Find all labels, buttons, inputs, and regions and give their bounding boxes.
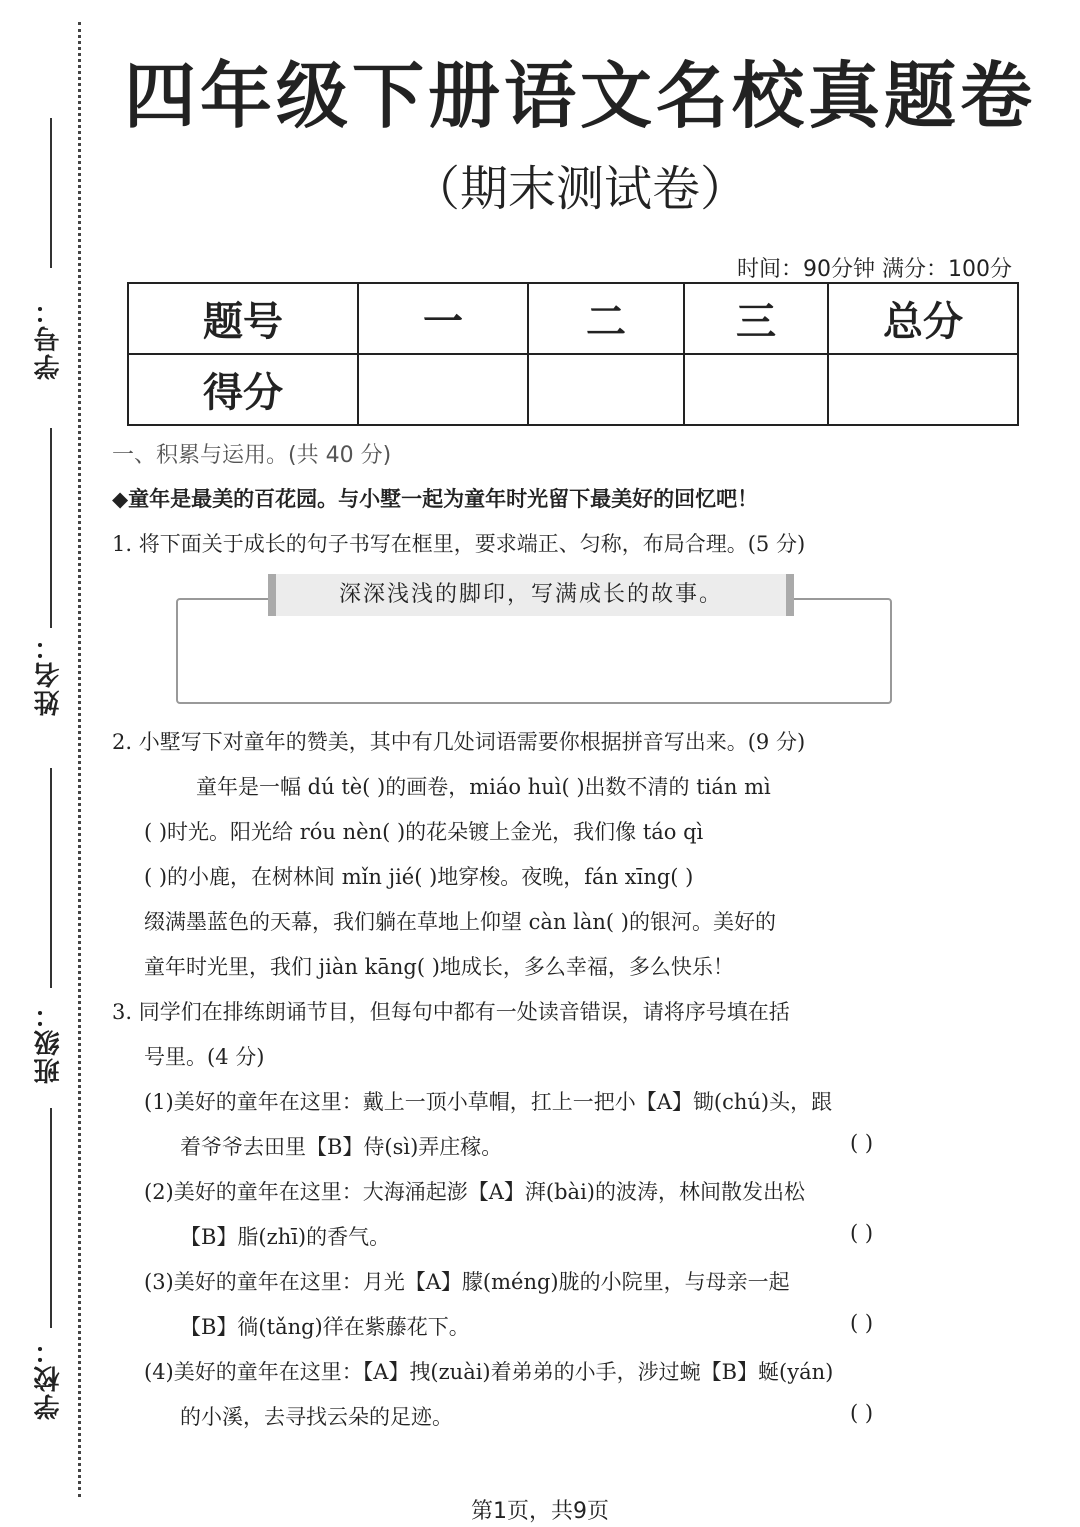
score-cell: 三 — [684, 283, 828, 354]
class-label: 班级： — [34, 1000, 64, 1084]
answer-blank[interactable]: ( ) — [850, 1401, 874, 1425]
answer-blank[interactable]: ( ) — [850, 1131, 874, 1155]
score-input-cell[interactable] — [684, 354, 828, 425]
score-cell: 二 — [528, 283, 684, 354]
class-blank — [50, 768, 52, 988]
score-cell: 得分 — [128, 354, 358, 425]
pinyin-line[interactable]: 童年时光里，我们 jiàn kāng( )地成长，多么幸福，多么快乐！ — [144, 955, 734, 979]
score-input-cell[interactable] — [528, 354, 684, 425]
question-1: 1. 将下面关于成长的句子书写在框里，要求端正、匀称，布局合理。(5 分) — [112, 532, 806, 556]
section-intro: ◆童年是最美的百花园。与小墅一起为童年时光留下最美好的回忆吧！ — [112, 486, 759, 511]
page-title: 四年级下册语文名校真题卷 — [123, 54, 1036, 138]
pinyin-line[interactable]: 缀满墨蓝色的天幕，我们躺在草地上仰望 càn làn( )的银河。美好的 — [144, 910, 776, 934]
score-table — [127, 282, 1019, 426]
score-cell: 一 — [358, 283, 528, 354]
exam-meta: 时间：90分钟 满分：100分 — [737, 257, 1012, 282]
page-subtitle: （期末测试卷） — [411, 161, 748, 217]
answer-blank[interactable]: ( ) — [850, 1221, 874, 1245]
q3-item-line: 着爷爷去田里【B】侍(sì)弄庄稼。 — [180, 1135, 503, 1159]
pinyin-line[interactable]: ( )时光。阳光给 róu nèn( )的花朵镀上金光，我们像 táo qì — [144, 820, 704, 844]
section-heading: 一、积累与运用。(共 40 分) — [112, 443, 392, 468]
answer-blank[interactable]: ( ) — [850, 1311, 874, 1335]
score-input-cell[interactable] — [358, 354, 528, 425]
school-blank — [50, 1108, 52, 1328]
question-3-cont: 号里。(4 分) — [144, 1045, 265, 1069]
question-2: 2. 小墅写下对童年的赞美，其中有几处词语需要你根据拼音写出来。(9 分) — [112, 730, 806, 754]
q3-item-line: (3)美好的童年在这里：月光【A】朦(méng)胧的小院里，与母亲一起 — [144, 1270, 790, 1294]
q3-item-line: (4)美好的童年在这里：【A】拽(zuài)着弟弟的小手，涉过蜿【B】蜒(yán) — [144, 1360, 834, 1384]
score-table-header-row — [128, 283, 1018, 354]
pinyin-line[interactable]: 童年是一幅 dú tè( )的画卷，miáo huì( )出数不清的 tián mì — [196, 775, 771, 799]
q3-item-line: (1)美好的童年在这里：戴上一顶小草帽，扛上一把小【A】锄(chú)头，跟 — [144, 1090, 833, 1114]
score-cell: 题号 — [128, 283, 358, 354]
name-blank — [50, 428, 52, 628]
score-table-score-row — [128, 354, 1018, 425]
student-id-label: 学号： — [34, 296, 64, 380]
q3-item-line: 的小溪，去寻找云朵的足迹。 — [180, 1405, 453, 1429]
pinyin-line[interactable]: ( )的小鹿，在树林间 mǐn jié( )地穿梭。夜晚，fán xīng( ) — [144, 865, 694, 889]
copy-sentence-banner: 深深浅浅的脚印，写满成长的故事。 — [268, 574, 794, 616]
school-label: 学校： — [34, 1336, 64, 1420]
q3-item-line: 【B】脂(zhī)的香气。 — [180, 1225, 391, 1249]
page-footer: 第1页，共9页 — [471, 1499, 609, 1524]
score-input-cell[interactable] — [828, 354, 1018, 425]
binding-dotted-line — [78, 22, 81, 1497]
q3-item-line: (2)美好的童年在这里：大海涌起澎【A】湃(bài)的波涛，林间散发出松 — [144, 1180, 805, 1204]
student-id-blank — [50, 118, 52, 268]
question-3: 3. 同学们在排练朗诵节目，但每句中都有一处读音错误，请将序号填在括 — [112, 1000, 790, 1024]
name-label: 姓名： — [34, 632, 64, 716]
q3-item-line: 【B】徜(tǎng)徉在紫藤花下。 — [180, 1315, 470, 1339]
score-cell: 总分 — [828, 283, 1018, 354]
